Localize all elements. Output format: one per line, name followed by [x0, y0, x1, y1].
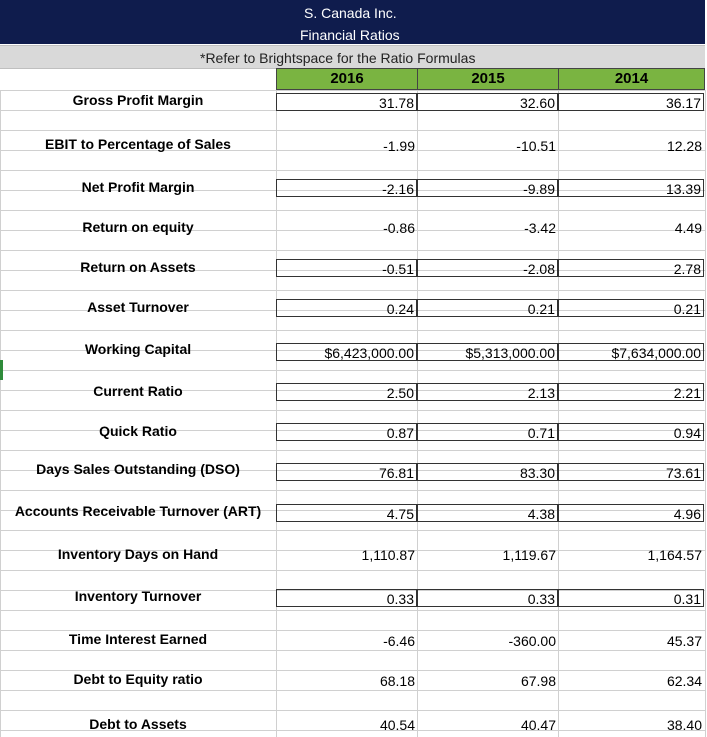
ratio-value-2015[interactable]: 0.71 — [417, 423, 558, 441]
ratio-value-2016[interactable]: $6,423,000.00 — [276, 343, 417, 361]
ratio-value-2014[interactable]: 2.21 — [558, 383, 704, 401]
ratio-value-2016[interactable]: 1,110.87 — [361, 547, 415, 563]
ratio-value-2016[interactable]: 76.81 — [276, 463, 417, 481]
row-divider — [0, 570, 705, 571]
ratio-value-2016[interactable]: -2.16 — [276, 179, 417, 197]
ratio-value-2015[interactable]: 40.47 — [520, 717, 556, 733]
row-divider — [0, 490, 705, 491]
ratio-value-2015[interactable]: -360.00 — [508, 633, 556, 649]
ratio-value-2014[interactable]: 4.96 — [558, 504, 704, 522]
ratio-value-2015[interactable]: 1,119.67 — [502, 547, 556, 563]
ratio-label: Accounts Receivable Turnover (ART) — [14, 503, 262, 519]
row-divider — [0, 330, 705, 331]
column-divider — [0, 90, 1, 737]
year-2016-header: 2016 — [276, 68, 418, 90]
ratio-value-2014[interactable]: 0.94 — [558, 423, 704, 441]
ratio-value-2014[interactable]: $7,634,000.00 — [558, 343, 704, 361]
row-divider — [0, 530, 705, 531]
row-divider — [0, 170, 705, 171]
ratio-value-2014[interactable]: 0.21 — [558, 299, 704, 317]
ratio-label: Inventory Days on Hand — [57, 546, 219, 562]
row-divider — [0, 690, 705, 691]
ratio-value-2015[interactable]: 32.60 — [417, 93, 558, 111]
ratio-value-2015[interactable]: 83.30 — [417, 463, 558, 481]
ratio-label: Return on equity — [82, 219, 194, 235]
year-header-row — [0, 68, 705, 90]
row-divider — [0, 210, 705, 211]
ratio-value-2015[interactable]: -3.42 — [524, 220, 556, 236]
ratio-value-2015[interactable]: 0.21 — [417, 299, 558, 317]
ratio-value-2014[interactable]: 12.28 — [666, 138, 702, 154]
ratio-label: Asset Turnover — [87, 299, 189, 315]
ratio-value-2015[interactable]: -9.89 — [417, 179, 558, 197]
ratio-label: Debt to Equity ratio — [73, 671, 203, 687]
ratio-label: Current Ratio — [93, 383, 183, 399]
note-row — [0, 45, 705, 69]
ratio-value-2016[interactable]: 68.18 — [379, 673, 415, 689]
row-divider — [0, 650, 705, 651]
ratio-value-2014[interactable]: 36.17 — [558, 93, 704, 111]
row-divider — [0, 90, 705, 91]
ratio-value-2014[interactable]: 62.34 — [666, 673, 702, 689]
year-2014-header: 2014 — [558, 68, 705, 90]
row-divider — [0, 610, 705, 611]
row-divider — [0, 250, 705, 251]
row-marker — [0, 360, 3, 380]
ratio-label: EBIT to Percentage of Sales — [45, 136, 231, 152]
ratio-value-2014[interactable]: 73.61 — [558, 463, 704, 481]
ratio-value-2014[interactable]: 2.78 — [558, 259, 704, 277]
report-header — [0, 0, 705, 44]
ratio-value-2015[interactable]: -2.08 — [417, 259, 558, 277]
year-2015-header: 2015 — [417, 68, 559, 90]
ratio-value-2015[interactable]: 67.98 — [520, 673, 556, 689]
ratio-label: Time Interest Earned — [68, 631, 208, 647]
row-divider — [0, 410, 705, 411]
ratio-label: Gross Profit Margin — [72, 92, 204, 108]
ratio-value-2016[interactable]: 40.54 — [379, 717, 415, 733]
ratio-label: Return on Assets — [80, 259, 196, 275]
row-divider — [0, 370, 705, 371]
row-divider — [0, 290, 705, 291]
ratio-label: Days Sales Outstanding (DSO) — [36, 461, 240, 477]
ratio-value-2015[interactable]: 0.33 — [417, 589, 558, 607]
ratio-value-2014[interactable]: 45.37 — [666, 633, 702, 649]
row-divider — [0, 450, 705, 451]
company-name: S. Canada Inc. — [304, 5, 397, 21]
column-divider — [705, 90, 706, 737]
ratio-value-2014[interactable]: 4.49 — [674, 220, 702, 236]
row-divider — [0, 710, 705, 711]
ratio-value-2016[interactable]: -6.46 — [383, 633, 415, 649]
ratio-label: Debt to Assets — [89, 716, 187, 732]
ratio-value-2015[interactable]: -10.51 — [516, 138, 556, 154]
ratio-value-2014[interactable]: 38.40 — [666, 717, 702, 733]
ratio-label: Quick Ratio — [99, 423, 177, 439]
ratio-label: Net Profit Margin — [81, 179, 195, 195]
ratio-value-2015[interactable]: 2.13 — [417, 383, 558, 401]
ratio-value-2015[interactable]: 4.38 — [417, 504, 558, 522]
ratio-value-2016[interactable]: 4.75 — [276, 504, 417, 522]
ratio-value-2015[interactable]: $5,313,000.00 — [417, 343, 558, 361]
ratio-value-2016[interactable]: 2.50 — [276, 383, 417, 401]
ratio-value-2014[interactable]: 0.31 — [558, 589, 704, 607]
ratio-value-2014[interactable]: 13.39 — [558, 179, 704, 197]
formula-note: *Refer to Brightspace for the Ratio Formulas — [200, 50, 476, 66]
ratio-value-2016[interactable]: -0.51 — [276, 259, 417, 277]
ratio-value-2016[interactable]: -1.99 — [383, 138, 415, 154]
ratio-value-2016[interactable]: 0.33 — [276, 589, 417, 607]
ratio-value-2014[interactable]: 1,164.57 — [647, 547, 702, 563]
ratio-value-2016[interactable]: -0.86 — [383, 220, 415, 236]
ratio-label: Working Capital — [84, 341, 192, 357]
ratio-value-2016[interactable]: 0.87 — [276, 423, 417, 441]
ratio-value-2016[interactable]: 0.24 — [276, 299, 417, 317]
ratio-value-2016[interactable]: 31.78 — [276, 93, 417, 111]
row-divider — [0, 130, 705, 131]
ratio-label: Inventory Turnover — [74, 588, 202, 604]
report-subtitle: Financial Ratios — [300, 27, 400, 43]
